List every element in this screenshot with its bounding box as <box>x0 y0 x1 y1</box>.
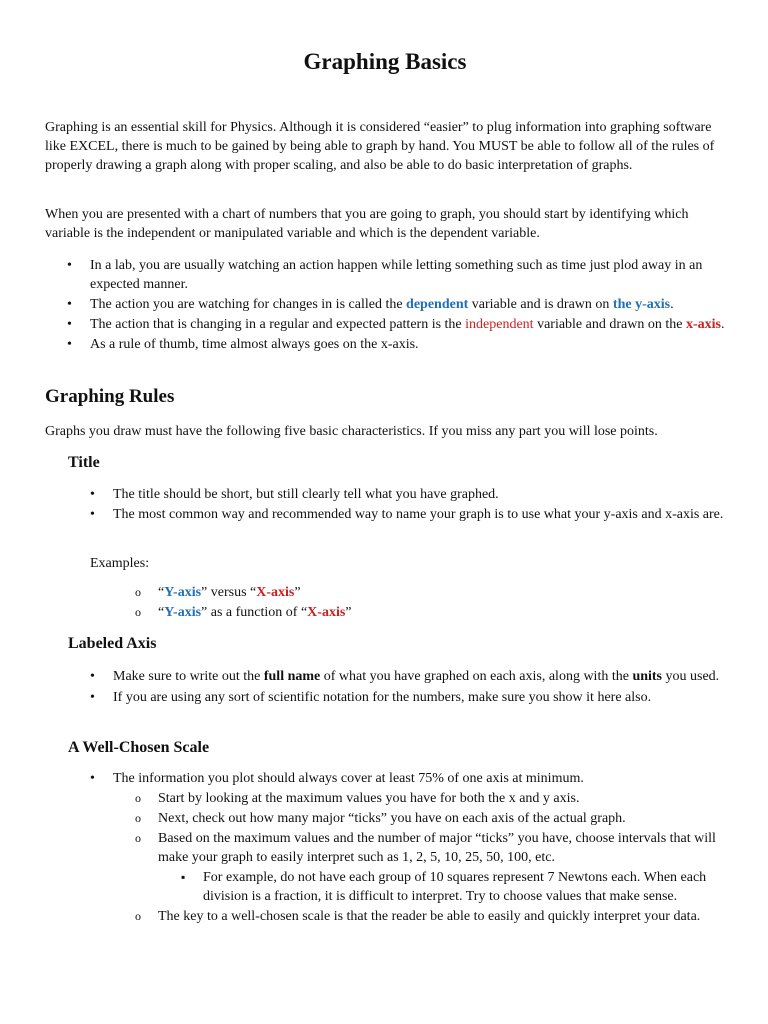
title-bullet-list <box>45 485 725 524</box>
independent-term: independent <box>465 317 534 332</box>
list-item: • In a lab, you are usually watching an action happen while letting something such as time just plod away in an expected manner. <box>45 256 725 294</box>
axis-bullet-list <box>45 667 725 707</box>
x-axis-term: x-axis <box>685 317 721 332</box>
list-item: o The key to a well-chosen scale is that the reader be able to easily and quickly interpret your data. <box>45 907 725 926</box>
list-item: • As a rule of thumb, time almost always goes on the x-axis. <box>45 335 725 354</box>
list-item: • If you are using any sort of scientific notation for the numbers, make sure you show it here also. <box>45 688 725 707</box>
rules-intro: Graphs you draw must have the following five basic characteristics. If you miss any part you will lose points. <box>45 424 658 439</box>
list-item: • The information you plot should always cover at least 75% of one axis at minimum. <box>45 769 725 788</box>
list-item: o Based on the maximum values and the number of major “ticks” you have, choose intervals that will make your graph to easily interpret such as 1, 2, 5, 10, 25, 50, 100, etc. <box>45 829 725 867</box>
list-item: • The action you are watching for changes in is called the dependent variable and is drawn on the y-axis. <box>45 295 725 314</box>
list-item: • The most common way and recommended way to name your graph is to use what your y-axis and x-axis are. <box>45 505 725 524</box>
intro-paragraph-1: Graphing is an essential skill for Physics. Although it is considered “easier” to plug information into graphing software like EXCEL, there is much to be gained by being able to graph by hand. You MUST be able to follow all of the rules of properly drawing a graph along with proper scaling, and also be able to do basic interpretation of graphs. <box>45 120 715 173</box>
list-item: o Next, check out how many major “ticks” you have on each axis of the actual graph. <box>45 809 725 828</box>
list-item: • The title should be short, but still clearly tell what you have graphed. <box>45 485 725 504</box>
page-title: Graphing Basics <box>303 49 467 74</box>
title-heading: Title <box>68 454 100 471</box>
list-item: o “Y-axis” versus “X-axis” <box>45 583 725 602</box>
list-item: o Start by looking at the maximum values you have for both the x and y axis. <box>45 789 725 808</box>
y-axis-term: the y-axis <box>612 297 671 312</box>
labeled-axis-heading: Labeled Axis <box>68 635 157 652</box>
list-item: • Make sure to write out the full name of what you have graphed on each axis, along with the units you used. <box>45 667 725 686</box>
scale-bullet-list <box>45 769 725 926</box>
intro-paragraph-2: When you are presented with a chart of numbers that you are going to graph, you should start by identifying which variable is the independent or manipulated variable and which is the dependent variable. <box>45 207 689 241</box>
list-item: • The action that is changing in a regular and expected pattern is the independent variable and drawn on the x-axis. <box>45 315 725 334</box>
list-item: o “Y-axis” as a function of “X-axis” <box>45 603 725 622</box>
examples-list <box>45 583 725 622</box>
examples-label: Examples: <box>90 556 150 571</box>
list-item: ▪ For example, do not have each group of 10 squares represent 7 Newtons each. When each division is a fraction, it is difficult to interpret. Try to choose values that make sense. <box>45 868 725 906</box>
scale-heading: A Well-Chosen Scale <box>68 739 210 756</box>
intro-bullet-list <box>45 256 725 354</box>
graphing-rules-heading: Graphing Rules <box>45 386 175 407</box>
dependent-term: dependent <box>406 297 469 312</box>
